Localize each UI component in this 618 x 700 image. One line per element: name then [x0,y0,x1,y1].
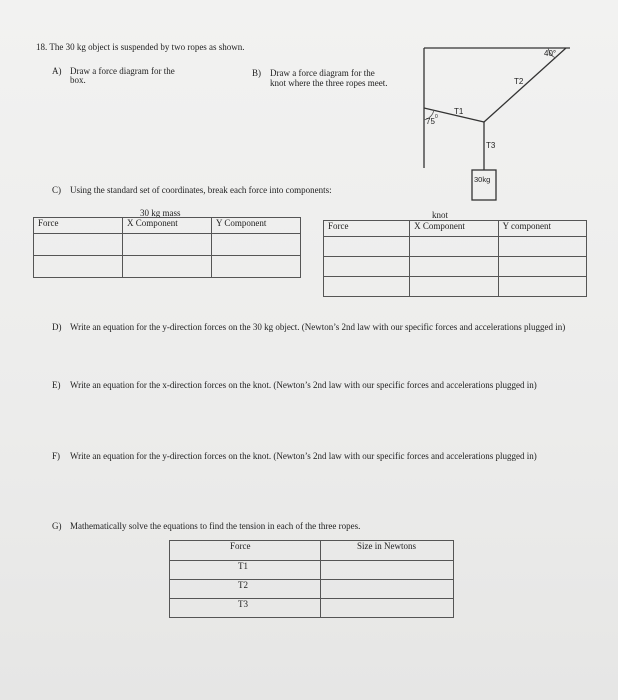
mass-cell[interactable] [212,234,301,256]
mass-header-force: Force [34,218,123,234]
angle-75-degree-mark: 0 [435,114,438,120]
part-g-label: G) [52,521,62,531]
table-row [324,237,587,257]
part-e-label: E) [52,380,61,390]
table-row [170,580,454,599]
knot-cell[interactable] [498,277,586,297]
part-g-text: Mathematically solve the equations to find the tension in each of the three ropes. [70,521,361,531]
tension-value-cell[interactable] [321,580,454,599]
mass-table-caption: 30 kg mass [140,208,181,218]
mass-header-x: X Component [123,218,212,234]
knot-cell[interactable] [410,257,498,277]
tension-table [169,540,454,618]
mass-components-table [33,217,301,278]
knot-cell[interactable] [410,277,498,297]
table-row [170,561,454,580]
t1-label: T1 [454,107,464,116]
t3-label: T3 [486,141,496,150]
t2-label: T2 [514,77,524,86]
table-row [170,599,454,618]
knot-header-y: Y component [498,221,586,237]
knot-cell[interactable] [324,277,410,297]
table-row [324,277,587,297]
mass-cell[interactable] [34,234,123,256]
part-b-line1: Draw a force diagram for the [270,68,375,78]
tension-header-force: Force [170,541,321,561]
table-row [34,256,301,278]
tension-force-t1: T1 [170,561,321,580]
knot-cell[interactable] [410,237,498,257]
mass-cell[interactable] [212,256,301,278]
knot-cell[interactable] [498,257,586,277]
mass-cell[interactable] [123,256,212,278]
knot-header-x: X Component [410,221,498,237]
box-label: 30kg [474,175,491,184]
rope-t2 [484,48,566,122]
rope-diagram [420,40,580,210]
part-c-label: C) [52,185,61,195]
part-d-text: Write an equation for the y-direction forces on the 30 kg object. (Newton’s 2nd law with our specific forces and accelerations plugged in) [70,322,566,332]
mass-cell[interactable] [34,256,123,278]
knot-cell[interactable] [324,257,410,277]
part-f-text: Write an equation for the y-direction forces on the knot. (Newton’s 2nd law with our specific forces and accelerations plugged in) [70,451,537,461]
part-b-line2: knot where the three ropes meet. [270,78,388,88]
part-c-text: Using the standard set of coordinates, break each force into components: [70,185,332,195]
tension-table-header-row [170,541,454,561]
knot-header-force: Force [324,221,410,237]
table-row [324,257,587,277]
part-d-label: D) [52,322,62,332]
mass-header-y: Y Component [212,218,301,234]
tension-force-t3: T3 [170,599,321,618]
tension-value-cell[interactable] [321,599,454,618]
part-e-text: Write an equation for the x-direction forces on the knot. (Newton’s 2nd law with our specific forces and accelerations plugged in) [70,380,537,390]
part-a-line1: Draw a force diagram for the [70,66,175,76]
table-row [34,234,301,256]
knot-cell[interactable] [324,237,410,257]
mass-table-header-row [34,218,301,234]
tension-force-t2: T2 [170,580,321,599]
mass-cell[interactable] [123,234,212,256]
angle-75-label: 75 [426,117,435,126]
knot-cell[interactable] [498,237,586,257]
knot-components-table [323,220,587,297]
knot-table-header-row [324,221,587,237]
tension-header-size: Size in Newtons [321,541,454,561]
angle-40-label: 40° [544,49,557,58]
part-a-line2: box. [70,75,86,85]
part-f-label: F) [52,451,61,461]
part-b-label: B) [252,68,261,78]
tension-value-cell[interactable] [321,561,454,580]
part-a-label: A) [52,66,62,76]
knot-table-caption: knot [432,210,449,220]
question-title: 18. The 30 kg object is suspended by two ropes as shown. [36,42,245,52]
